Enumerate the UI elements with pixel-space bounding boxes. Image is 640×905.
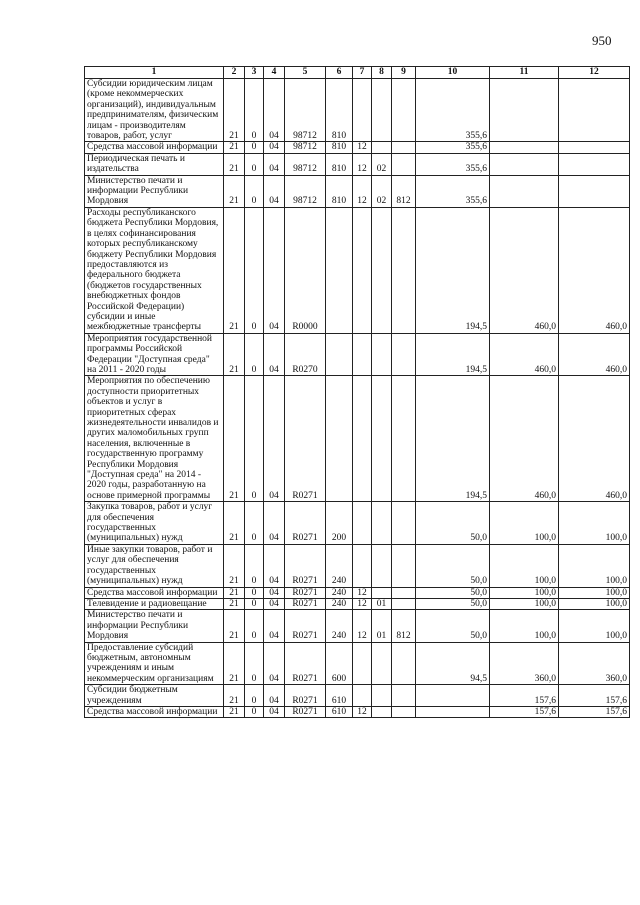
col-header: 11 (490, 67, 559, 79)
table-row (85, 153, 630, 175)
section-cell: 12 (353, 610, 372, 642)
target-code-cell: 98712 (285, 79, 326, 142)
section-cell: 12 (353, 706, 372, 717)
subsection-cell (372, 685, 392, 707)
code-cell: 0 (245, 207, 264, 333)
code-cell: 21 (224, 587, 245, 598)
ministry-code-cell (392, 207, 416, 333)
ministry-code-cell (392, 706, 416, 717)
table-row (85, 79, 630, 142)
amount-cell: 157,6 (490, 706, 559, 717)
table-row (85, 175, 630, 207)
amount-cell: 100,0 (490, 502, 559, 545)
budget-table (84, 66, 630, 718)
ministry-code-cell (392, 685, 416, 707)
amount-cell (559, 142, 630, 153)
code-cell: 04 (264, 207, 285, 333)
col-header: 8 (372, 67, 392, 79)
code-cell: 21 (224, 706, 245, 717)
table-row (85, 502, 630, 545)
amount-cell: 194,5 (416, 333, 490, 376)
col-header: 5 (285, 67, 326, 79)
col-header: 10 (416, 67, 490, 79)
code-cell: 21 (224, 207, 245, 333)
amount-cell: 194,5 (416, 376, 490, 502)
amount-cell: 100,0 (559, 587, 630, 598)
code-cell: 21 (224, 642, 245, 685)
col-header: 6 (326, 67, 353, 79)
subsection-cell (372, 376, 392, 502)
subsection-cell (372, 333, 392, 376)
amount-cell: 100,0 (559, 502, 630, 545)
amount-cell: 157,6 (559, 706, 630, 717)
code-cell: 0 (245, 502, 264, 545)
code-cell: 21 (224, 502, 245, 545)
code-cell: 21 (224, 376, 245, 502)
item-name-cell: Расходы республиканского бюджета Республики Мордовия, в целях софинансирования которых республиканскому бюджету Республики Мордовия предоставляются из федерального бюджета (бюджетов государственных внебюджетных фондов Российской Федерации) субсидии и иные межбюджетные трансферты (85, 207, 224, 333)
table-row (85, 142, 630, 153)
code-cell: 04 (264, 175, 285, 207)
expense-type-cell: 240 (326, 610, 353, 642)
code-cell: 04 (264, 642, 285, 685)
amount-cell: 100,0 (490, 587, 559, 598)
table-row (85, 706, 630, 717)
target-code-cell: R0271 (285, 598, 326, 609)
item-name-cell: Субсидии юридическим лицам (кроме некоммерческих организаций), индивидуальным предпринимателям, физическим лицам - производителям товаров, работ, услуг (85, 79, 224, 142)
amount-cell: 355,6 (416, 79, 490, 142)
subsection-cell (372, 142, 392, 153)
amount-cell: 355,6 (416, 153, 490, 175)
item-name-cell: Средства массовой информации (85, 142, 224, 153)
code-cell: 0 (245, 610, 264, 642)
amount-cell: 100,0 (559, 610, 630, 642)
amount-cell: 50,0 (416, 544, 490, 587)
expense-type-cell (326, 376, 353, 502)
code-cell: 0 (245, 706, 264, 717)
code-cell: 0 (245, 376, 264, 502)
target-code-cell: R0271 (285, 587, 326, 598)
amount-cell (490, 142, 559, 153)
expense-type-cell: 610 (326, 706, 353, 717)
expense-type-cell (326, 207, 353, 333)
code-cell: 0 (245, 79, 264, 142)
item-name-cell: Предоставление субсидий бюджетным, автономным учреждениям и иным некоммерческим организациям (85, 642, 224, 685)
subsection-cell: 02 (372, 153, 392, 175)
code-cell: 04 (264, 587, 285, 598)
code-cell: 21 (224, 598, 245, 609)
target-code-cell: R0271 (285, 706, 326, 717)
amount-cell: 355,6 (416, 175, 490, 207)
amount-cell: 194,5 (416, 207, 490, 333)
item-name-cell: Министерство печати и информации Республики Мордовия (85, 175, 224, 207)
amount-cell: 50,0 (416, 587, 490, 598)
expense-type-cell: 240 (326, 598, 353, 609)
code-cell: 04 (264, 142, 285, 153)
code-cell: 04 (264, 610, 285, 642)
amount-cell (559, 175, 630, 207)
code-cell: 21 (224, 153, 245, 175)
amount-cell: 94,5 (416, 642, 490, 685)
code-cell: 04 (264, 153, 285, 175)
section-cell (353, 79, 372, 142)
item-name-cell: Субсидии бюджетным учреждениям (85, 685, 224, 707)
amount-cell: 100,0 (559, 598, 630, 609)
section-cell: 12 (353, 598, 372, 609)
code-cell: 04 (264, 79, 285, 142)
section-cell (353, 544, 372, 587)
subsection-cell (372, 642, 392, 685)
expense-type-cell: 610 (326, 685, 353, 707)
ministry-code-cell (392, 587, 416, 598)
amount-cell: 360,0 (559, 642, 630, 685)
expense-type-cell: 810 (326, 153, 353, 175)
subsection-cell (372, 706, 392, 717)
ministry-code-cell: 812 (392, 610, 416, 642)
amount-cell (559, 153, 630, 175)
item-name-cell: Мероприятия по обеспечению доступности приоритетных объектов и услуг в приоритетных сферах жизнедеятельности инвалидов и других маломобильных групп населения, включенные в государственную программу Республики Мордовия "Доступная среда" на 2014 - 2020 годы, разработанную на основе примерной программы (85, 376, 224, 502)
target-code-cell: R0271 (285, 502, 326, 545)
amount-cell: 460,0 (490, 333, 559, 376)
expense-type-cell: 200 (326, 502, 353, 545)
amount-cell: 100,0 (559, 544, 630, 587)
section-cell (353, 502, 372, 545)
code-cell: 21 (224, 544, 245, 587)
amount-cell: 360,0 (490, 642, 559, 685)
code-cell: 04 (264, 333, 285, 376)
code-cell: 21 (224, 175, 245, 207)
amount-cell: 460,0 (490, 376, 559, 502)
code-cell: 21 (224, 142, 245, 153)
code-cell: 04 (264, 598, 285, 609)
code-cell: 21 (224, 685, 245, 707)
amount-cell (490, 175, 559, 207)
code-cell: 21 (224, 610, 245, 642)
amount-cell (416, 685, 490, 707)
code-cell: 21 (224, 79, 245, 142)
amount-cell (490, 153, 559, 175)
table-row (85, 642, 630, 685)
table-row (85, 544, 630, 587)
code-cell: 04 (264, 502, 285, 545)
ministry-code-cell (392, 642, 416, 685)
ministry-code-cell (392, 79, 416, 142)
amount-cell: 460,0 (490, 207, 559, 333)
section-cell: 12 (353, 153, 372, 175)
target-code-cell: 98712 (285, 153, 326, 175)
amount-cell (490, 79, 559, 142)
code-cell: 21 (224, 333, 245, 376)
ministry-code-cell (392, 376, 416, 502)
code-cell: 0 (245, 333, 264, 376)
amount-cell: 460,0 (559, 333, 630, 376)
subsection-cell (372, 502, 392, 545)
code-cell: 0 (245, 598, 264, 609)
amount-cell: 50,0 (416, 598, 490, 609)
code-cell: 0 (245, 142, 264, 153)
table-row (85, 587, 630, 598)
col-header: 12 (559, 67, 630, 79)
expense-type-cell: 810 (326, 175, 353, 207)
subsection-cell (372, 544, 392, 587)
section-cell (353, 642, 372, 685)
header-row (85, 67, 630, 79)
item-name-cell: Телевидение и радиовещание (85, 598, 224, 609)
item-name-cell: Иные закупки товаров, работ и услуг для обеспечения государственных (муниципальных) нужд (85, 544, 224, 587)
item-name-cell: Средства массовой информации (85, 587, 224, 598)
target-code-cell: R0271 (285, 544, 326, 587)
table-row (85, 376, 630, 502)
section-cell: 12 (353, 587, 372, 598)
col-header: 9 (392, 67, 416, 79)
item-name-cell: Периодическая печать и издательства (85, 153, 224, 175)
ministry-code-cell: 812 (392, 175, 416, 207)
section-cell: 12 (353, 175, 372, 207)
item-name-cell: Мероприятия государственной программы Российской Федерации "Доступная среда" на 2011 - 2020 годы (85, 333, 224, 376)
code-cell: 0 (245, 153, 264, 175)
item-name-cell: Закупка товаров, работ и услуг для обеспечения государственных (муниципальных) нужд (85, 502, 224, 545)
amount-cell (416, 706, 490, 717)
section-cell (353, 376, 372, 502)
item-name-cell: Средства массовой информации (85, 706, 224, 717)
code-cell: 0 (245, 175, 264, 207)
subsection-cell (372, 587, 392, 598)
amount-cell: 50,0 (416, 610, 490, 642)
expense-type-cell: 600 (326, 642, 353, 685)
expense-type-cell: 240 (326, 544, 353, 587)
expense-type-cell: 810 (326, 142, 353, 153)
code-cell: 04 (264, 685, 285, 707)
col-header: 1 (85, 67, 224, 79)
amount-cell: 460,0 (559, 376, 630, 502)
ministry-code-cell (392, 153, 416, 175)
code-cell: 0 (245, 544, 264, 587)
subsection-cell: 01 (372, 610, 392, 642)
table-row (85, 333, 630, 376)
amount-cell: 50,0 (416, 502, 490, 545)
ministry-code-cell (392, 142, 416, 153)
code-cell: 04 (264, 544, 285, 587)
col-header: 3 (245, 67, 264, 79)
table-row (85, 207, 630, 333)
table-row (85, 598, 630, 609)
amount-cell: 100,0 (490, 544, 559, 587)
expense-type-cell: 810 (326, 79, 353, 142)
col-header: 4 (264, 67, 285, 79)
amount-cell: 460,0 (559, 207, 630, 333)
ministry-code-cell (392, 598, 416, 609)
amount-cell: 157,6 (490, 685, 559, 707)
target-code-cell: R0271 (285, 685, 326, 707)
col-header: 2 (224, 67, 245, 79)
target-code-cell: R0000 (285, 207, 326, 333)
table-row (85, 685, 630, 707)
code-cell: 0 (245, 642, 264, 685)
subsection-cell (372, 79, 392, 142)
amount-cell: 100,0 (490, 610, 559, 642)
section-cell (353, 333, 372, 376)
col-header: 7 (353, 67, 372, 79)
amount-cell: 355,6 (416, 142, 490, 153)
table-row (85, 610, 630, 642)
target-code-cell: 98712 (285, 142, 326, 153)
target-code-cell: R0271 (285, 642, 326, 685)
target-code-cell: R0271 (285, 610, 326, 642)
subsection-cell: 01 (372, 598, 392, 609)
code-cell: 0 (245, 587, 264, 598)
target-code-cell: R0271 (285, 376, 326, 502)
item-name-cell: Министерство печати и информации Республики Мордовия (85, 610, 224, 642)
section-cell: 12 (353, 142, 372, 153)
subsection-cell (372, 207, 392, 333)
amount-cell (559, 79, 630, 142)
target-code-cell: R0270 (285, 333, 326, 376)
code-cell: 04 (264, 376, 285, 502)
amount-cell: 157,6 (559, 685, 630, 707)
subsection-cell: 02 (372, 175, 392, 207)
expense-type-cell (326, 333, 353, 376)
amount-cell: 100,0 (490, 598, 559, 609)
code-cell: 04 (264, 706, 285, 717)
section-cell (353, 685, 372, 707)
ministry-code-cell (392, 544, 416, 587)
target-code-cell: 98712 (285, 175, 326, 207)
code-cell: 0 (245, 685, 264, 707)
section-cell (353, 207, 372, 333)
ministry-code-cell (392, 333, 416, 376)
page-number: 950 (592, 33, 612, 48)
ministry-code-cell (392, 502, 416, 545)
expense-type-cell: 240 (326, 587, 353, 598)
